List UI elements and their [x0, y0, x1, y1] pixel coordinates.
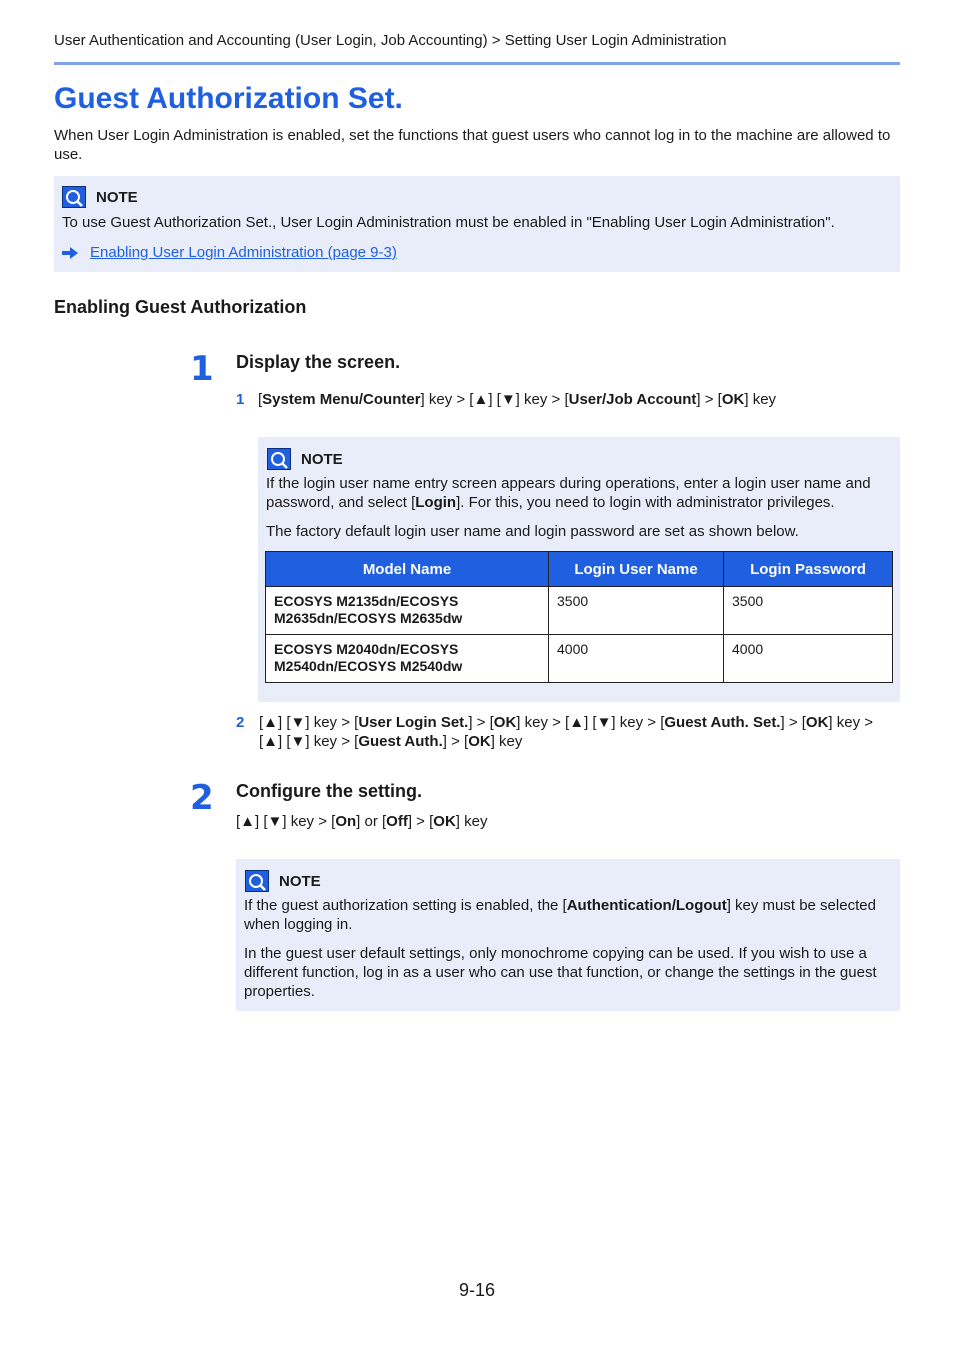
login-user-name-cell: 4000 — [549, 635, 724, 683]
note-link-row — [62, 244, 397, 261]
login-password-cell: 4000 — [724, 635, 893, 683]
note-icon — [267, 448, 291, 470]
step-title: Configure the setting. — [236, 781, 422, 801]
login-user-name-cell: 3500 — [549, 587, 724, 635]
table-row — [266, 635, 893, 683]
sub-step-number: 2 — [236, 714, 245, 731]
note-box — [258, 437, 900, 702]
key-name: On — [335, 813, 357, 830]
key-name: OK — [805, 714, 829, 731]
header-rule — [54, 62, 900, 65]
text: ] > [ — [468, 714, 494, 731]
key-name: Guest Auth. Set. — [664, 714, 781, 731]
login-password-cell: 3500 — [724, 587, 893, 635]
sub-step-number: 1 — [236, 391, 245, 408]
text: ] key — [744, 391, 777, 408]
key-name: User/Job Account — [568, 391, 697, 408]
note-header — [267, 448, 343, 470]
text: ] or [ — [356, 813, 387, 830]
note-label: NOTE — [301, 450, 343, 468]
text: ] > [ — [780, 714, 806, 731]
note-header — [62, 186, 138, 208]
text: ] key > [▲] [▼] key > [ — [420, 391, 569, 408]
key-name: OK — [493, 714, 517, 731]
key-name: Off — [386, 813, 408, 830]
page-number: 9-16 — [458, 1280, 496, 1300]
credentials-table — [265, 551, 893, 683]
text: ] > [ — [696, 391, 722, 408]
note-text — [266, 474, 892, 512]
key-name: OK — [433, 813, 456, 830]
sub-step-text — [259, 713, 896, 751]
text: ] > [ — [407, 813, 434, 830]
note-text: To use Guest Authorization Set., User Login Administration must be enabled in "Enabling User Login Administration". — [62, 214, 835, 231]
text: ] key — [490, 733, 523, 750]
breadcrumb: User Authentication and Accounting (User Login, Job Accounting) > Setting User Login Administration — [54, 32, 727, 49]
text: If the guest authorization setting is enabled, the [ — [244, 897, 567, 914]
text: [▲] [▼] key > [ — [236, 813, 336, 830]
key-name: Login — [415, 494, 457, 511]
key-name: OK — [721, 391, 745, 408]
step-number: 2 — [190, 778, 214, 818]
note-icon — [62, 186, 86, 208]
key-name: OK — [468, 733, 491, 750]
table-header-row — [266, 552, 893, 587]
enabling-login-admin-link[interactable]: Enabling User Login Administration (page 9-3) — [90, 244, 397, 261]
column-header: Login Password — [724, 552, 893, 587]
model-name-cell: ECOSYS M2040dn/ECOSYS M2540dn/ECOSYS M2540dw — [266, 635, 549, 683]
note-label: NOTE — [279, 872, 321, 890]
sub-step — [236, 713, 896, 751]
sub-step — [236, 390, 896, 409]
section-heading: Enabling Guest Authorization — [54, 297, 307, 317]
text: ] key > [▲] [▼] key > [ — [516, 714, 665, 731]
arrow-right-icon — [62, 247, 78, 259]
step-number: 1 — [190, 349, 214, 389]
note-text: In the guest user default settings, only monochrome copying can be used. If you wish to use a different function, log in as a user who can use that function, or change the settings in the guest properties. — [244, 945, 877, 1000]
text: If the login user name entry screen appears during operations, enter a login user name and password, and select [ — [266, 475, 871, 511]
text: ] > [ — [442, 733, 469, 750]
text: ] key > [▲] [▼] key > [ — [259, 714, 874, 750]
key-name: Authentication/Logout — [566, 897, 727, 914]
intro-text: When User Login Administration is enabled, set the functions that guest users who cannot log in to the machine are allowed to use. — [54, 127, 891, 163]
text: ] key — [455, 813, 488, 830]
key-name: System Menu/Counter — [262, 391, 421, 408]
page-title: Guest Authorization Set. — [54, 82, 403, 115]
note-box — [236, 859, 900, 1011]
note-icon — [245, 870, 269, 892]
key-name: User Login Set. — [358, 714, 469, 731]
note-label: NOTE — [96, 188, 138, 206]
column-header: Model Name — [266, 552, 549, 587]
text: ] key must be selected when logging in. — [244, 897, 876, 933]
step-command — [236, 812, 896, 831]
model-name-cell: ECOSYS M2135dn/ECOSYS M2635dn/ECOSYS M2635dw — [266, 587, 549, 635]
step-title: Display the screen. — [236, 352, 401, 372]
column-header: Login User Name — [549, 552, 724, 587]
text: ]. For this, you need to login with administrator privileges. — [456, 494, 835, 511]
key-name: Guest Auth. — [358, 733, 443, 750]
note-box — [54, 176, 900, 272]
note-header — [245, 870, 321, 892]
note-text: The factory default login user name and login password are set as shown below. — [266, 523, 799, 540]
text: [ — [258, 391, 263, 408]
text: [▲] [▼] key > [ — [259, 714, 359, 731]
note-text — [244, 896, 892, 934]
table-row — [266, 587, 893, 635]
